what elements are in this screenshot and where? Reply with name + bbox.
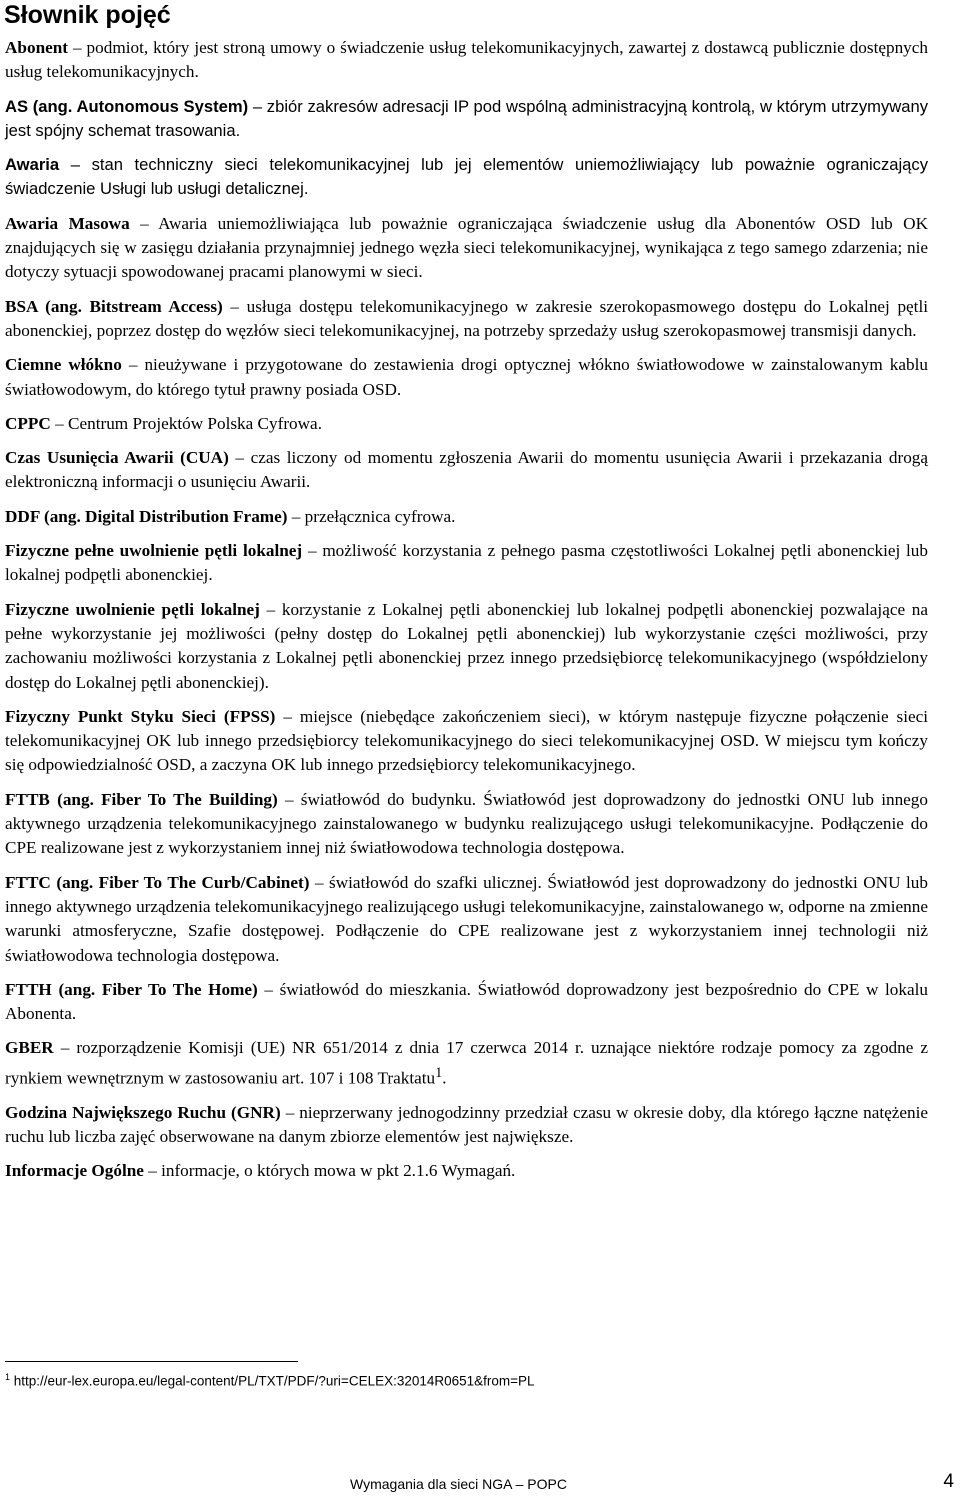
glossary-entry-gnr — [5, 1101, 928, 1150]
footnote-link[interactable]: http://eur-lex.europa.eu/legal-content/PL/TXT/PDF/?uri=CELEX:32014R0651&from=PL — [10, 1373, 535, 1389]
definition: – światłowód do budynku. Światłowód jest doprowadzony do jednostki ONU lub innego aktywnego urządzenia telekomunikacyjnego zainstalowanego w budynku realizującego usługi telekomunikacyjne. Podłączenie do CPE realizowane jest z wykorzystaniem innej niż światłowodowa technologia dostępowa. — [5, 789, 928, 858]
footnote-separator — [5, 1361, 298, 1362]
definition: – nieużywane i przygotowane do zestawienia drogi optycznej włókno światłowodowe w zainstalowanym kablu światłowodowym, do którego tytuł prawny posiada OSD. — [5, 355, 928, 399]
definition: – możliwość korzystania z pełnego pasma częstotliwości Lokalnej pętli abonenckiej lub lokalnej podpętli abonenckiej. — [5, 541, 928, 585]
term: Fizyczne pełne uwolnienie pętli lokalnej — [5, 541, 303, 561]
glossary-entry-fizyczne-pelne-uwolnienie — [5, 539, 928, 588]
glossary-entry-cppc — [5, 412, 928, 436]
term: Ciemne włókno — [5, 355, 122, 375]
glossary-entry-fpss — [5, 705, 928, 778]
term: Informacje Ogólne — [5, 1161, 144, 1181]
term: Fizyczne uwolnienie pętli lokalnej — [5, 599, 260, 619]
glossary-entry-ciemne-wlokno — [5, 353, 928, 402]
term: BSA (ang. Bitstream Access) — [5, 296, 223, 316]
definition: – światłowód do mieszkania. Światłowód doprowadzony jest bezpośrednio do CPE w lokalu Abonenta. — [5, 979, 928, 1024]
definition: – nieprzerwany jednogodzinny przedział czasu w okresie doby, dla którego łączne natężenie ruchu lub liczba zajęć obserwowane na danym zbiorze elementów jest największe. — [5, 1102, 928, 1147]
definition: – Centrum Projektów Polska Cyfrowa. — [50, 413, 322, 433]
definition: – korzystanie z Lokalnej pętli abonenckiej lub lokalnej podpętli abonenckiej pozwalające na pełne wykorzystanie jej możliwości (pełny dostęp do Lokalnej pętli abonenckiej) lub wykorzystanie części możliwości, przy zachowaniu możliwości korzystania z Lokalnej pętli abonenckiej przez innego przedsiębiorcę telekomunikacyjnego (współdzielony dostęp do Lokalnej pętli abonenckiej). — [5, 599, 928, 692]
glossary-entry-gber — [5, 1036, 928, 1090]
footnote — [5, 1368, 535, 1391]
term: GBER — [5, 1038, 54, 1058]
definition-tail: . — [442, 1068, 447, 1088]
definition: – zbiór zakresów adresacji IP pod wspólną administracyjną kontrolą, w którym utrzymywany jest spójny schemat trasowania. — [5, 96, 928, 140]
glossary-entry-fizyczne-uwolnienie — [5, 598, 928, 695]
definition: – rozporządzenie Komisji (UE) NR 651/2014 z dnia 17 czerwca 2014 r. uznające niektóre rodzaje pomocy za zgodne z rynkiem wewnętrznym w zastosowaniu art. 107 i 108 Traktatu — [5, 1038, 928, 1088]
definition: – przełącznica cyfrowa. — [287, 506, 456, 526]
glossary-entry-awaria-masowa — [5, 212, 928, 285]
term: AS (ang. Autonomous System) — [5, 96, 249, 116]
term: CPPC — [5, 413, 51, 433]
glossary-entry-ddf — [5, 505, 928, 529]
term: Fizyczny Punkt Styku Sieci (FPSS) — [5, 706, 276, 726]
term: Godzina Największego Ruchu (GNR) — [5, 1102, 281, 1122]
page-number: 4 — [943, 1471, 954, 1492]
term: FTTB (ang. Fiber To The Building) — [5, 789, 278, 809]
definition: – miejsce (niebędące zakończeniem sieci), w którym następuje fizyczne połączenie sieci telekomunikacyjnej OK lub innego przedsiębiorcy telekomunikacyjnego do sieci telekomunikacyjnej OSD. W miejscu tym kończy się odpowiedzialność OSD, a zaczyna OK lub innego przedsiębiorcy telekomunikacyjnego. — [5, 706, 928, 775]
term: FTTH (ang. Fiber To The Home) — [5, 979, 258, 999]
glossary-entry-bsa — [5, 295, 928, 344]
definition: – informacje, o których mowa w pkt 2.1.6 Wymagań. — [143, 1161, 516, 1181]
term: Abonent — [5, 38, 69, 57]
term: Czas Usunięcia Awarii (CUA) — [5, 448, 229, 468]
definition: – podmiot, który jest stroną umowy o świadczenie usług telekomunikacyjnych, zawartej z dostawcą publicznie dostępnych usług telekomunikacyjnych. — [5, 38, 928, 82]
term: Awaria Masowa — [5, 213, 130, 233]
glossary-list — [5, 36, 928, 1194]
footnote-reference: 1 — [435, 1064, 443, 1081]
term: DDF (ang. Digital Distribution Frame) — [5, 506, 288, 526]
glossary-entry-fttc — [5, 871, 928, 968]
term: Awaria — [5, 155, 60, 175]
page-title: Słownik pojęć — [4, 1, 171, 29]
footnote-number: 1 — [5, 1372, 11, 1382]
glossary-entry-cua — [5, 446, 928, 495]
definition: – czas liczony od momentu zgłoszenia Awarii do momentu usunięcia Awarii i przekazania drogą elektroniczną informacji o usunięciu Awarii. — [5, 448, 929, 492]
glossary-entry-abonent — [5, 36, 928, 85]
glossary-entry-fttb — [5, 788, 928, 861]
definition: – Awaria uniemożliwiająca lub poważnie ograniczająca świadczenie usług dla Abonentów OSD lub OK znajdujących się w zasięgu działania przynajmniej jednego węzła sieci telekomunikacyjnej, wynikająca z tego samego zdarzenia; nie dotyczy sytuacji spowodowanej pracami planowymi w sieci. — [5, 213, 928, 282]
footer-title: Wymagania dla sieci NGA – POPC — [350, 1476, 567, 1492]
term: FTTC (ang. Fiber To The Curb/Cabinet) — [5, 872, 310, 892]
glossary-entry-awaria — [5, 153, 928, 202]
definition: – stan techniczny sieci telekomunikacyjnej lub jej elementów uniemożliwiający lub poważnie ograniczający świadczenie Usługi lub usługi detalicznej. — [5, 155, 928, 199]
glossary-entry-as — [5, 95, 928, 144]
glossary-entry-informacje-ogolne — [5, 1159, 928, 1183]
glossary-entry-ftth — [5, 978, 928, 1027]
definition: – światłowód do szafki ulicznej. Światłowód jest doprowadzony do jednostki ONU lub innego aktywnego urządzenia telekomunikacyjnego realizującego usługi telekomunikacyjne, zainstalowanego w, odporne na zmienne warunki atmosferyczne, Szafie dostępowej. Podłączenie do CPE realizowane jest z wykorzystaniem innej technologii niż światłowodowa technologia dostępowa. — [5, 872, 928, 965]
definition: – usługa dostępu telekomunikacyjnego w zakresie szerokopasmowego dostępu do Lokalnej pętli abonenckiej, poprzez dostęp do węzłów sieci telekomunikacyjnej, na potrzeby sprzedaży usług szerokopasmowej transmisji danych. — [5, 296, 928, 340]
